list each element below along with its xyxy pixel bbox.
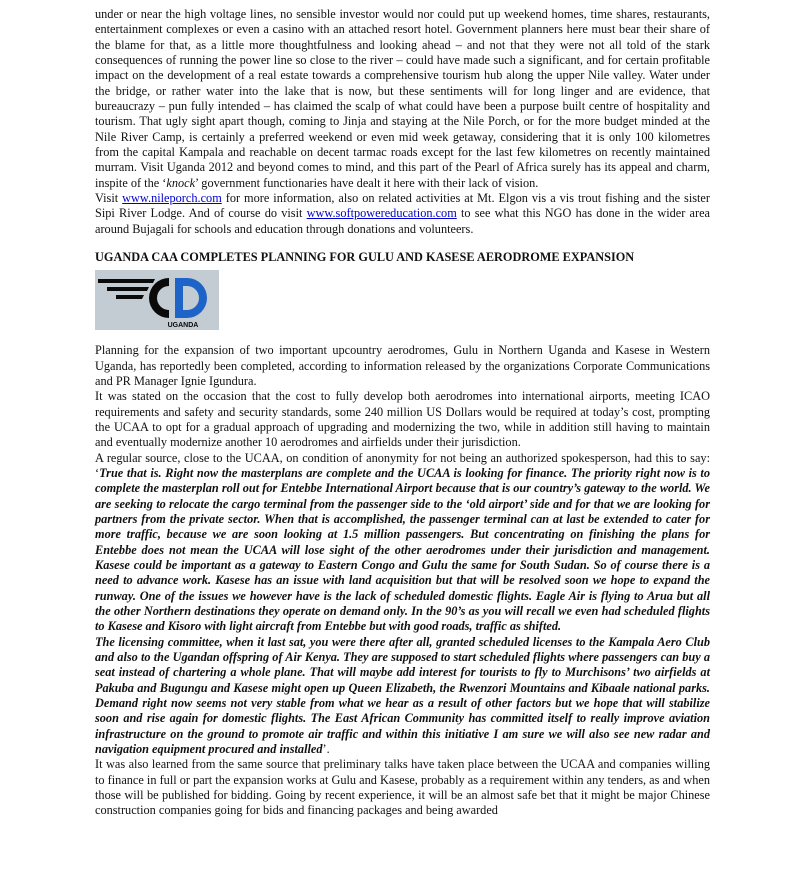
visit-middle: for more information, also on related activities at Mt. Elgon vis a vis trout fishing and the sister Sipi River Lodge. And of course do visit: [95, 191, 710, 221]
article-headline: UGANDA CAA COMPLETES PLANNING FOR GULU AND KASESE AERODROME EXPANSION: [95, 250, 635, 265]
article-paragraph-4: It was also learned from the same source that preliminary talks have taken place between the UCAA and companies willing to finance in full or part the expansion works at Gulu and Kasese, probably as a requirement within any tenders, as and when those will be published for bidding. Going by recent experience, it will be an almost safe bet that it might be major Chinese construction companies going for bids and financing packages and being awarded: [95, 757, 710, 818]
nileporch-link[interactable]: www.nileporch.com: [122, 191, 222, 206]
softpower-link[interactable]: www.softpowereducation.com: [306, 206, 457, 221]
article-paragraph-1: Planning for the expansion of two important upcountry aerodromes, Gulu in Northern Uganda and Kasese in Western Uganda, has reportedly been completed, according to information released by the organizations Corporate Communications and PR Manager Ignie Igundura.: [95, 343, 710, 388]
emphasis-knock: knock: [166, 175, 196, 190]
logo-wing-stripe-3: [116, 295, 144, 299]
quote-part-2: The licensing committee, when it last sat, you were there after all, granted scheduled licenses to the Kampala Aero Club and also to the Ugandan offspring of Air Kenya. They are supposed to start scheduled flights where passengers can buy a seat instead of chartering a whole plane. That will maybe add interest for tourists to fly to Murchisons’ two airfields at Pakuba and Bugungu and Kasese might open up Queen Elizabeth, the Rwenzori Mountains and Kibaale national parks. Demand right now seems not very stable from what we hear as a result of other factors but we hope that will stabilize soon and rise again for domestic flights. The East African Community has committed itself to really improve aviation infrastructure on the ground to promote air traffic and within this initiative I am sure we will also see new radar and navigation equipment procured and installed: [95, 634, 710, 757]
quote-intro: A regular source, close to the UCAA, on condition of anonymity for not being an authorized spokesperson, had this to say: ‘: [95, 450, 710, 480]
intro-text: under or near the high voltage lines, no sensible investor would nor could put up weekend homes, time shares, restaurants, entertainment complexes or even a casino with an attached resort hotel. Government planners here must bear their share of the blame for that, as a little more thoughtfulness and looking ahead – and not that they were not all told of the stark consequences of running the power line so close to the river – could have made such a significant, and for certain profitable impact on the development of a real estate towards a comprehensive tourism hub along the upper Nile valley. Water under the bridge, or rather water into the lake that is now, but these sentiments will for long linger and are evidence, that bureaucrazy – pun fully intended – has claimed the scalp of what could have been a purpose built centre of hospitality and tourism. That ugly sight apart though, coming to Jinja and staying at the Nile Porch, or for the more budget minded at the Nile River Camp, is certainly a preferred weekend or even mid week getaway, considering that it is only 100 kilometres from the capital Kampala and reachable on decent tarmac roads except for the last few kilometres on recently maintained murram. Visit Uganda 2012 and beyond comes to mind, and this part of the Pearl of Africa surely has its appeal and charm, inspite of the ‘: [95, 7, 710, 190]
article-paragraph-quote: [95, 635, 710, 758]
article-header: [95, 250, 710, 330]
article-body: [95, 343, 710, 819]
intro-paragraph: [95, 7, 710, 191]
visit-paragraph: [95, 191, 710, 237]
ucaa-logo: [95, 270, 219, 330]
quote-end: ’.: [322, 742, 330, 757]
logo-caption: UGANDA: [167, 322, 199, 330]
visit-prefix: Visit: [95, 191, 123, 206]
article-paragraph-3: [95, 451, 710, 635]
document-page: [95, 7, 710, 819]
article-paragraph-2: It was stated on the occasion that the cost to fully develop both aerodromes into international airports, meeting ICAO requirements and safety and security standards, some 240 million US Dollars would be required at today’s cost, prompting the UCAA to opt for a gradual approach of upgrading and modernizing the two, while in addition still having to maintain and eventually modernize another 10 aerodromes and airfields under their jurisdiction.: [95, 389, 710, 450]
quote-part-1: True that is. Right now the masterplans are complete and the UCAA is looking for finance. The priority right now is to complete the masterplan roll out for Entebbe International Airport because that is our country’s gateway to the world. We are seeking to relocate the cargo terminal from the passenger side to the ‘old airport’ side and for that we are looking for partners from the private sector. When that is accomplished, the passenger terminal can at last be extended to cater for more traffic, because we are soon looking at 1.5 million passengers. But concentrating on finishing the plans for Entebbe does not mean the UCAA will lose sight of the other aerodromes under their jurisdiction and management. Kasese could be important as a gateway to Eastern Congo and Gulu the same for South Sudan. So of course there is a need to advance work. Kasese has an issue with land acquisition but that will be resolved soon we hope to expand the runway. One of the issues we however have is the lack of scheduled domestic flights. Eagle Air is flying to Arua but all the other Northern destinations they operate on demand only. In the 90’s as you will recall we even had scheduled flights to Kasese and Kisoro with light aircraft from Entebbe but with good roads, traffic as shifted.: [95, 465, 710, 634]
logo-wing-stripe-2: [107, 287, 149, 291]
intro-text-end: ’ government functionaries have dealt it here with their lack of vision.: [195, 175, 539, 190]
logo-wing-stripe-1: [98, 279, 155, 283]
visit-suffix: to see what this NGO has done in the wider area around Bujagali for schools and education through donations and volunteers.: [95, 206, 710, 236]
